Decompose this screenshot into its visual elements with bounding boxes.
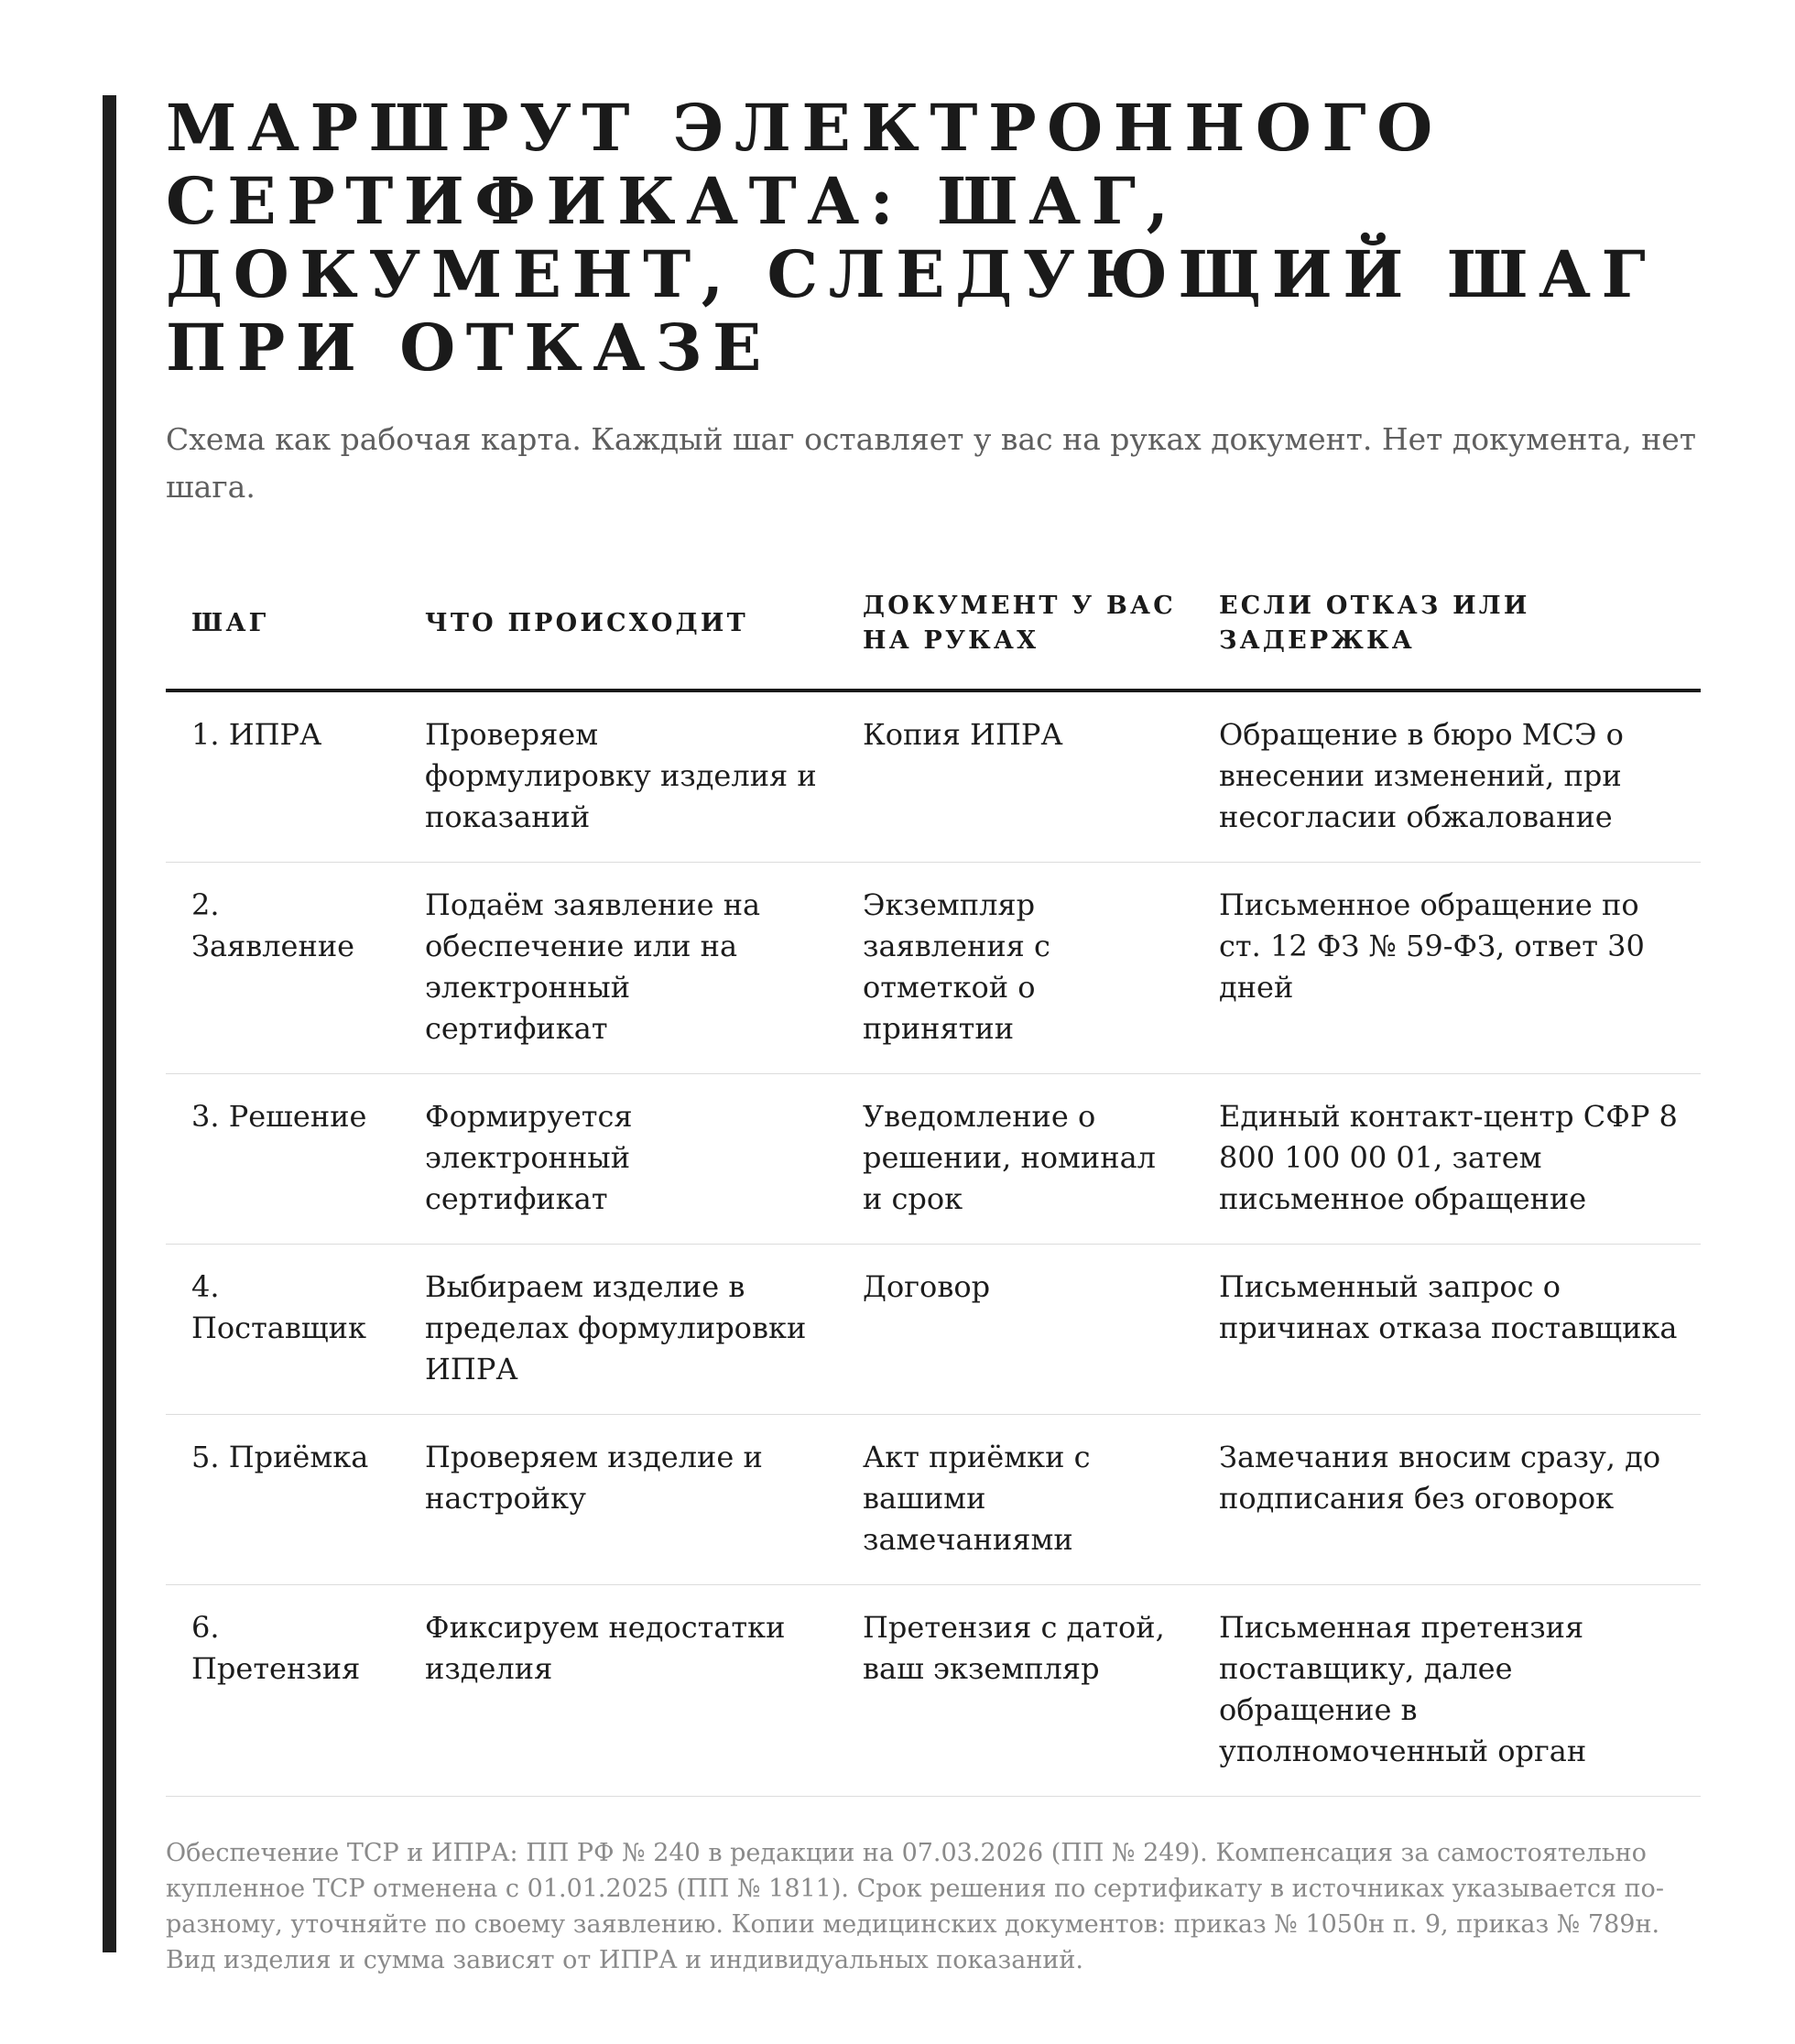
table-row — [166, 1415, 1701, 1585]
table-header — [166, 559, 1701, 690]
table-row — [166, 863, 1701, 1074]
footnote: Обеспечение ТСР и ИПРА: ПП РФ № 240 в редакции на 07.03.2026 (ПП № 249). Компенсация за самостоятельно купленное ТСР отменена с 01.01.2025 (ПП № 1811). Срок решения по сертификату в источниках указывается по-разному, уточняйте по своему заявлению. Копии медицинских документов: приказ № 1050н п. 9, приказ № 789н. Вид изделия и сумма зависят от ИПРА и индивидуальных показаний. — [166, 1839, 1664, 1974]
cell-refusal: Письменное обращение по ст. 12 ФЗ № 59-ФЗ, ответ 30 дней — [1193, 863, 1701, 1074]
cell-refusal: Единый контакт-центр СФР 8 800 100 00 01, затем письменное обращение — [1193, 1074, 1701, 1245]
cell-step: 5. Приёмка — [166, 1415, 399, 1585]
cell-document: Договор — [837, 1245, 1193, 1415]
table-row — [166, 1074, 1701, 1245]
cell-step: 4. Поставщик — [166, 1245, 399, 1415]
route-table — [166, 559, 1701, 1797]
table-row — [166, 690, 1701, 863]
cell-refusal: Замечания вносим сразу, до подписания без оговорок — [1193, 1415, 1701, 1585]
cell-document: Экземпляр заявления с отметкой о принятии — [837, 863, 1193, 1074]
cell-what: Подаём заявление на обеспечение или на электронный сертификат — [399, 863, 837, 1074]
cell-document: Копия ИПРА — [837, 690, 1193, 863]
cell-what: Фиксируем недостатки изделия — [399, 1585, 837, 1797]
cell-what: Выбираем изделие в пределах формулировки ИПРА — [399, 1245, 837, 1415]
table-body — [166, 690, 1701, 1797]
cell-what: Формируется электронный сертификат — [399, 1074, 837, 1245]
header-step: ШАГ — [166, 559, 399, 690]
table-row — [166, 1245, 1701, 1415]
table-row — [166, 1585, 1701, 1797]
cell-refusal: Письменный запрос о причинах отказа поставщика — [1193, 1245, 1701, 1415]
cell-step: 6. Претензия — [166, 1585, 399, 1797]
cell-step: 3. Решение — [166, 1074, 399, 1245]
cell-what: Проверяем изделие и настройку — [399, 1415, 837, 1585]
accent-bar — [103, 95, 116, 1952]
document-body — [166, 92, 1701, 2003]
header-document: ДОКУМЕНТ У ВАС НА РУКАХ — [837, 559, 1193, 690]
page-subtitle: Схема как рабочая карта. Каждый шаг оставляет у вас на руках документ. Нет документа, нет шага. — [166, 421, 1697, 505]
cell-document: Уведомление о решении, номинал и срок — [837, 1074, 1193, 1245]
cell-what: Проверяем формулировку изделия и показаний — [399, 690, 837, 863]
header-what: ЧТО ПРОИСХОДИТ — [399, 559, 837, 690]
cell-refusal: Письменная претензия поставщику, далее обращение в уполномоченный орган — [1193, 1585, 1701, 1797]
header-refusal: ЕСЛИ ОТКАЗ ИЛИ ЗАДЕРЖКА — [1193, 559, 1701, 690]
cell-step: 1. ИПРА — [166, 690, 399, 863]
cell-document: Акт приёмки с вашими замечаниями — [837, 1415, 1193, 1585]
cell-step: 2. Заявление — [166, 863, 399, 1074]
header-row — [166, 559, 1701, 690]
cell-refusal: Обращение в бюро МСЭ о внесении изменений, при несогласии обжалование — [1193, 690, 1701, 863]
cell-document: Претензия с датой, ваш экземпляр — [837, 1585, 1193, 1797]
page-title: МАРШРУТ ЭЛЕКТРОННОГО СЕРТИФИКАТА: ШАГ, ДОКУМЕНТ, СЛЕДУЮЩИЙ ШАГ ПРИ ОТКАЗЕ — [166, 90, 1657, 386]
